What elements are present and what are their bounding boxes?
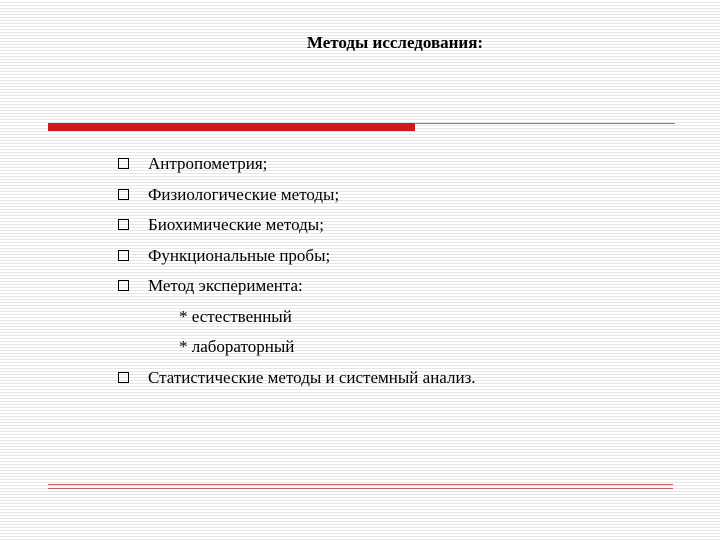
slide-title: Методы исследования: [306,33,484,52]
bottom-rule [48,488,673,489]
square-bullet-icon [118,372,129,383]
square-bullet-icon [118,250,129,261]
list-item-text: Физиологические методы; [148,184,340,204]
square-bullet-icon [118,158,129,169]
list-item-text: Статистические методы и системный анализ. [148,367,476,387]
list-item-text: Функциональные пробы; [148,245,331,265]
bottom-rule [48,484,673,485]
list-item-text: Биохимические методы; [148,215,324,234]
square-bullet-icon [118,189,129,200]
top-rule [415,123,675,124]
sub-item-text: * естественный [179,306,292,326]
sub-item-text: * лабораторный [179,337,295,356]
square-bullet-icon [118,219,129,230]
square-bullet-icon [118,280,129,291]
list-item-text: Метод эксперимента: [148,276,303,295]
accent-bar [48,123,415,131]
list-item-text: Антропометрия; [148,154,268,173]
